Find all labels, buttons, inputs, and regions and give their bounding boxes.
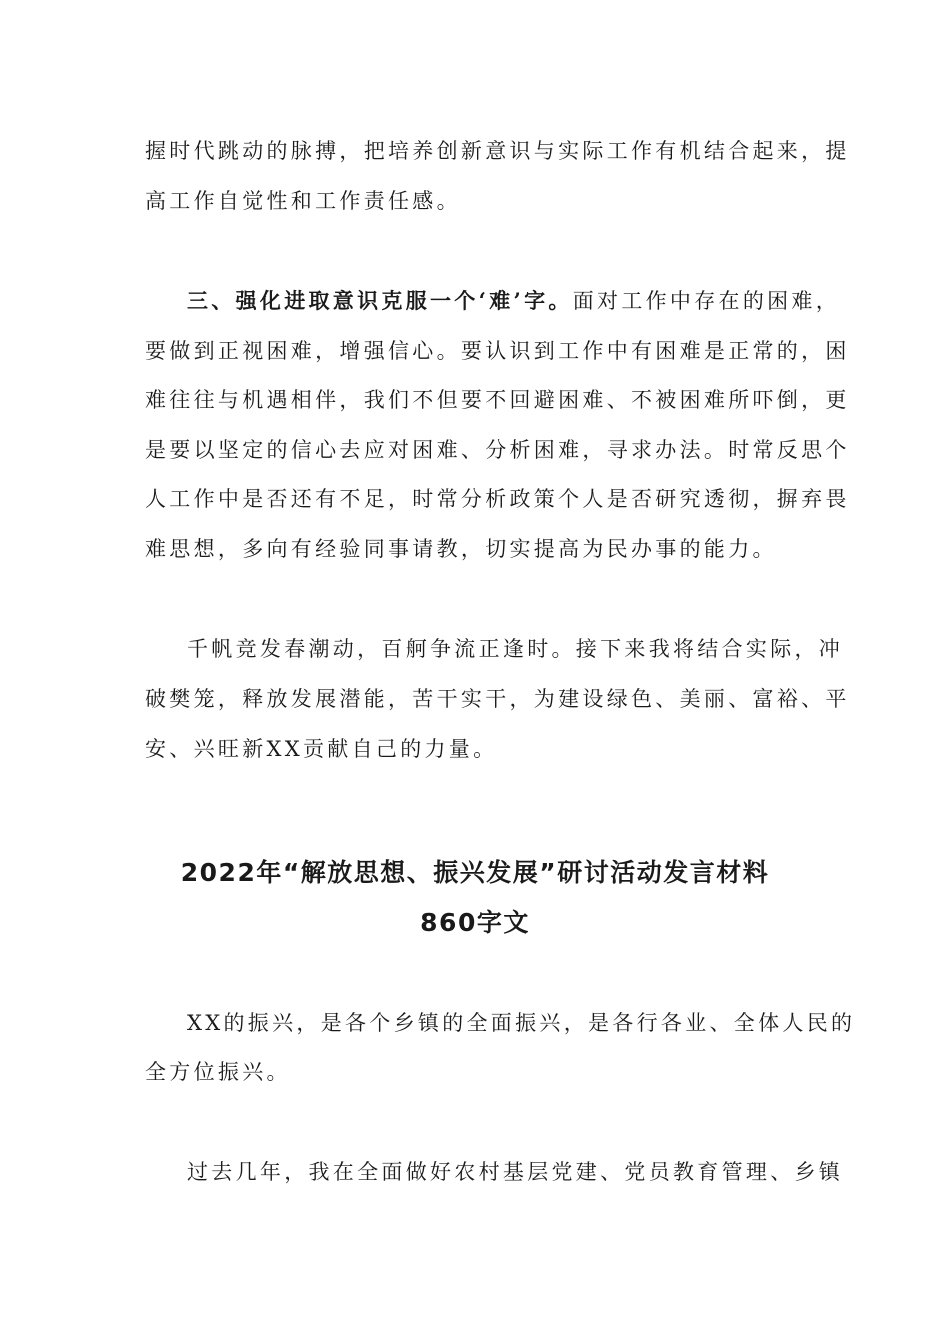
paragraph-3-line-1: 千帆竞发春潮动，百舸争流正逢时。接下来我将结合实际，冲 <box>187 637 844 661</box>
paragraph-3-line-2: 破樊笼，释放发展潜能，苦干实干，为建设绿色、美丽、富裕、平 <box>145 687 850 711</box>
paragraph-2-line-1-text: 面对工作中存在的困难， <box>572 289 841 313</box>
paragraph-3-line-3: 安、兴旺新XX贡献自己的力量。 <box>145 737 498 761</box>
paragraph-2-line-5: 人工作中是否还有不足，时常分析政策个人是否研究透彻，摒弃畏 <box>145 487 850 511</box>
paragraph-2-line-3: 难往往与机遇相伴，我们不但要不回避困难、不被困难所吓倒，更 <box>145 388 850 412</box>
paragraph-2-line-1 <box>187 288 840 314</box>
document-title-line-1: 2022年“解放思想、振兴发展”研讨活动发言材料 <box>180 858 770 887</box>
paragraph-4-line-1: XX的振兴，是各个乡镇的全面振兴，是各行各业、全体人民的 <box>187 1011 856 1035</box>
paragraph-2-line-4: 是要以坚定的信心去应对困难、分析困难，寻求办法。时常反思个 <box>145 438 850 462</box>
paragraph-2-line-2: 要做到正视困难，增强信心。要认识到工作中有困难是正常的，困 <box>145 339 850 363</box>
paragraph-2-line-6: 难思想，多向有经验同事请教，切实提高为民办事的能力。 <box>145 537 777 561</box>
paragraph-4-line-2: 全方位振兴。 <box>145 1060 291 1084</box>
section-heading: 三、强化进取意识克服一个‘难’字。 <box>187 288 573 313</box>
paragraph-1-line-1: 握时代跳动的脉搏，把培养创新意识与实际工作有机结合起来，提 <box>145 139 850 163</box>
document-title-line-2: 860字文 <box>420 908 530 937</box>
paragraph-5-line-1: 过去几年，我在全面做好农村基层党建、党员教育管理、乡镇 <box>187 1160 844 1184</box>
paragraph-1-line-2: 高工作自觉性和工作责任感。 <box>145 189 461 213</box>
